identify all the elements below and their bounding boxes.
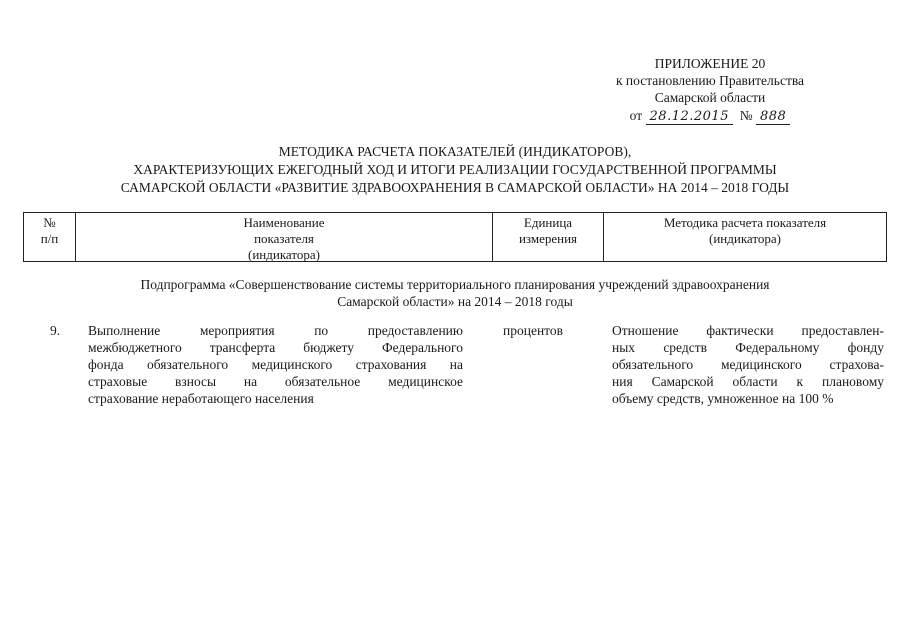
method-line: Отношение фактически предоставлен- [612,323,884,338]
subprogram-heading [60,276,850,310]
calculation-method [612,322,884,407]
header-text: (индикатора) [709,231,781,246]
indicator-name-line: страховые взносы на обязательное медицинское [88,374,463,389]
header-text: № [43,215,56,230]
from-label: от [629,108,643,123]
header-text: Наименование [243,215,325,230]
row-number: 9. [50,323,61,338]
indicator-name-line: страхование неработающего населения [88,391,314,406]
subprogram-line-2: Самарской области» на 2014 – 2018 годы [337,294,573,309]
appendix-block [560,55,860,125]
appendix-resolution: к постановлению Правительства [615,73,805,88]
title-line-3: САМАРСКОЙ ОБЛАСТИ «РАЗВИТИЕ ЗДРАВООХРАНЕНИЯ В САМАРСКОЙ ОБЛАСТИ» НА 2014 – 2018 ГОДЫ [120,180,790,195]
title-line-1: МЕТОДИКА РАСЧЕТА ПОКАЗАТЕЛЕЙ (ИНДИКАТОРОВ), [278,144,632,159]
method-line: объему средств, умноженное на 100 % [612,391,834,406]
header-text: Единица [523,215,573,230]
header-cell-name [76,213,493,261]
title-line-2: ХАРАКТЕРИЗУЮЩИХ ЕЖЕГОДНЫЙ ХОД И ИТОГИ РЕАЛИЗАЦИИ ГОСУДАРСТВЕННОЙ ПРОГРАММЫ [133,162,777,177]
indicator-name [88,322,463,407]
indicator-name-line: Выполнение мероприятия по предоставлению [88,323,463,338]
document-title [40,143,870,197]
header-cell-number [24,213,76,261]
header-text: п/п [40,231,59,246]
appendix-reference [560,107,860,125]
number-label: № [739,108,753,123]
appendix-authority: Самарской области [654,90,766,105]
indicator-unit: процентов [503,323,564,338]
appendix-title: ПРИЛОЖЕНИЕ 20 [654,56,766,71]
header-text: показателя [254,231,314,246]
table-header [23,212,887,262]
indicator-name-line: межбюджетного трансферта бюджету Федерального [88,340,463,355]
header-cell-method [604,213,886,261]
subprogram-line-1: Подпрограмма «Совершенствование системы территориального планирования учреждений здравоохранения [140,277,770,292]
handwritten-date: 28.12.2015 [646,109,733,125]
handwritten-number: 888 [756,109,790,125]
header-text: Методика расчета показателя [663,215,827,230]
header-text: измерения [518,231,578,246]
indicator-name-line: фонда обязательного медицинского страхования на [88,357,463,372]
method-line: ния Самарской области к плановому [612,374,884,389]
header-cell-unit [493,213,604,261]
method-line: ных средств Федеральному фонду [612,340,884,355]
header-text: (индикатора) [248,247,320,262]
method-line: обязательного медицинского страхова- [612,357,884,372]
